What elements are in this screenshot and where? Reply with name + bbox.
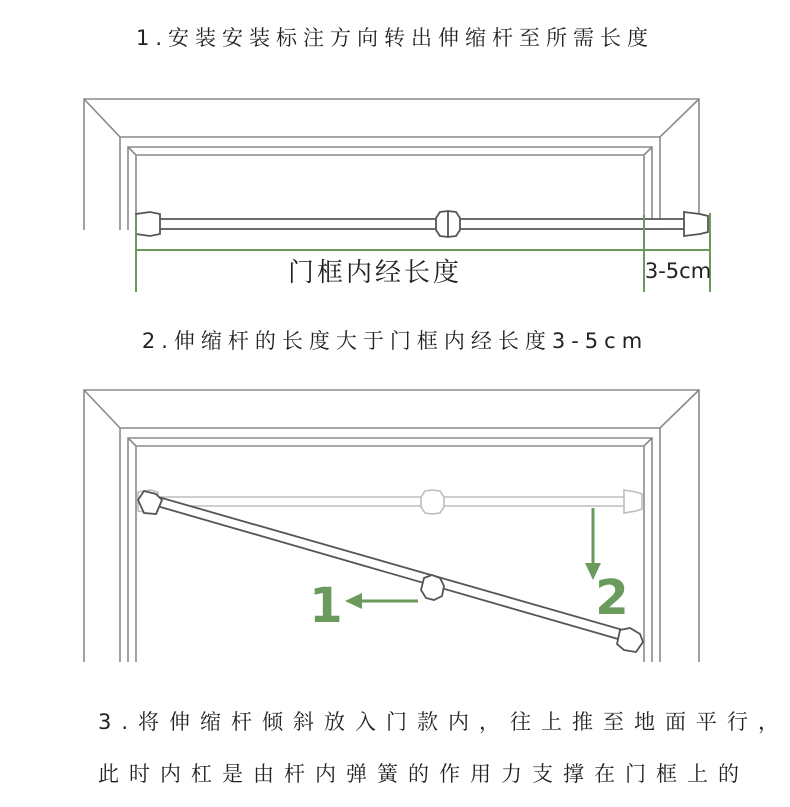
ghost-rod-horizontal: [138, 490, 642, 514]
rod-end-cap-left-1: [136, 212, 160, 236]
tilted-rod-center-joint: [421, 575, 444, 600]
extra-length-label: 3-5cm: [644, 259, 712, 283]
door-frame-diagram-1: [84, 99, 699, 230]
ghost-rod-end-cap-right: [624, 490, 642, 513]
arrow-2-label: 2: [595, 570, 629, 626]
step-1-caption: 1.安装安装标注方向转出伸缩杆至所需长度: [135, 26, 655, 50]
tilted-rod-end-cap-right: [617, 628, 643, 652]
door-frame-inner-1: [120, 137, 660, 230]
step-3-caption-line-2: 此时内杠是由杆内弹簧的作用力支撑在门框上的: [98, 762, 749, 786]
arrow-1: [345, 593, 418, 609]
tension-rod-1: [136, 211, 708, 237]
step-2-caption: 2.伸缩杆的长度大于门框内经长度3-5cm: [141, 329, 649, 353]
tension-rod-tilted: [138, 491, 643, 652]
ghost-rod-center-joint: [421, 490, 444, 514]
door-frame-outline-1: [84, 99, 699, 230]
rod-end-cap-right-1: [684, 212, 708, 236]
step-3-caption-line-1: 3.将伸缩杆倾斜放入门款内，往上推至地面平行，: [98, 710, 790, 734]
inner-width-label: 门框内经长度: [287, 258, 463, 288]
arrow-1-label: 1: [309, 578, 343, 634]
